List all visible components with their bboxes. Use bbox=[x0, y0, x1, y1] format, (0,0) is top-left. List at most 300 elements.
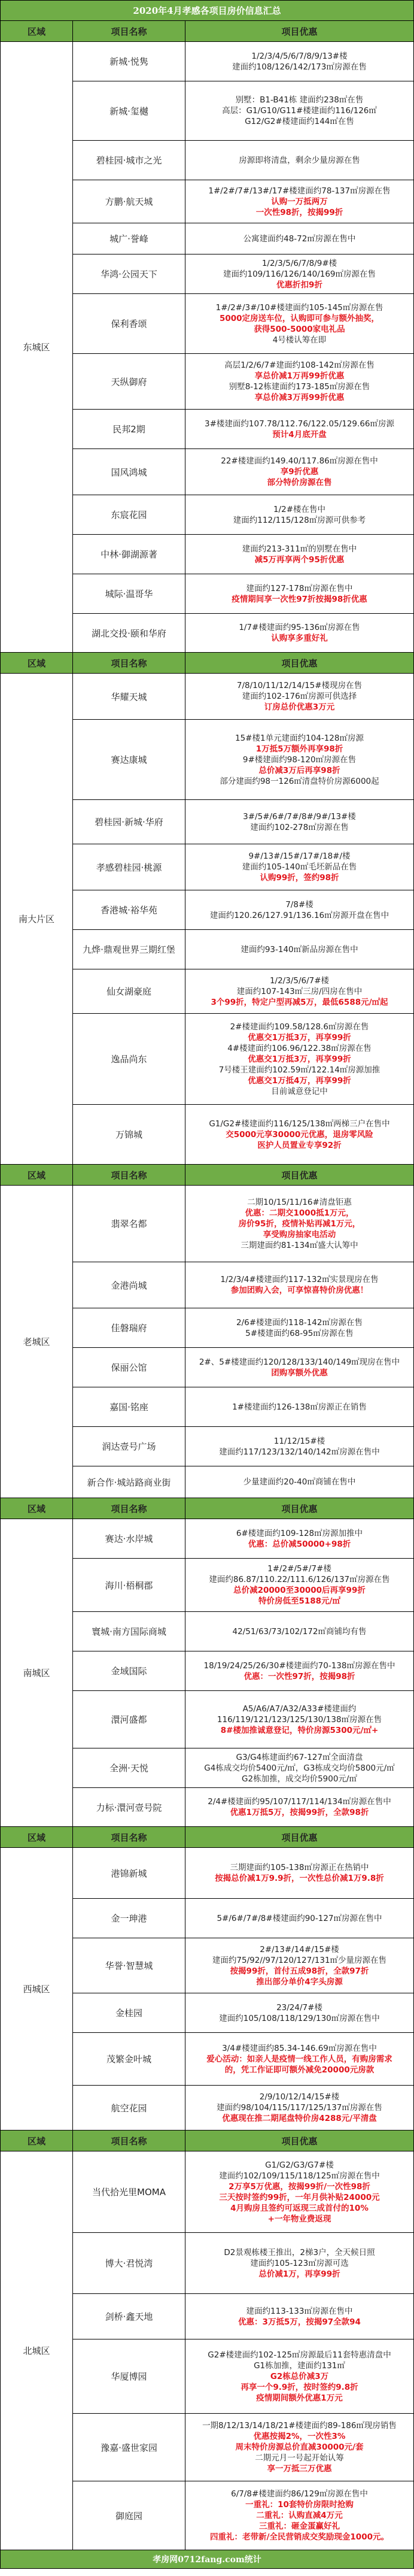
promo-line: 订房总价优惠3万元 bbox=[264, 702, 335, 712]
project-offer bbox=[185, 614, 413, 652]
table-row bbox=[73, 1014, 413, 1105]
table-title: 2020年4月孝感各项目房价信息汇总 bbox=[1, 1, 413, 21]
column-header-district: 区域 bbox=[1, 1827, 73, 1847]
table-row bbox=[73, 969, 413, 1014]
info-line: 11/12/15#楼 bbox=[273, 1436, 325, 1446]
column-header-row bbox=[1, 1498, 413, 1519]
table-row bbox=[73, 1691, 413, 1748]
info-line: 5#楼建面约68-95㎡房源在售 bbox=[245, 1328, 354, 1338]
promo-line: 优惠按揭2%，一次性3% bbox=[253, 2432, 346, 2441]
project-name: 华誉·智慧城 bbox=[73, 1938, 185, 1993]
info-line: G2栋加推，成交均价5900元/㎡ bbox=[242, 1774, 357, 1784]
project-offer bbox=[185, 1993, 413, 2032]
project-rows bbox=[73, 1186, 413, 1498]
project-offer bbox=[185, 294, 413, 353]
project-offer bbox=[185, 1519, 413, 1558]
info-line: 23/24/7#楼 bbox=[276, 2002, 322, 2013]
column-header-row bbox=[1, 1827, 413, 1848]
table-row bbox=[73, 1938, 413, 1993]
column-header-offer: 项目优惠 bbox=[281, 657, 318, 669]
info-line: 1#楼建面约126-138㎡房源正在销售 bbox=[232, 1402, 367, 1412]
info-line: 2#楼建面约109.58/128.6㎡房源在售 bbox=[230, 1022, 369, 1032]
column-header-offer: 项目优惠 bbox=[281, 26, 318, 37]
info-line: 2/6#楼建面约118-142㎡房源在售 bbox=[236, 1317, 363, 1328]
promo-line: 享一万抵三万优惠 bbox=[267, 2464, 332, 2474]
info-line: 建面约127-178㎡房源在售中 bbox=[246, 583, 353, 593]
table-row bbox=[73, 42, 413, 81]
info-line: 别墅：B1-B41栋 建面约238㎡在售 bbox=[235, 95, 364, 105]
project-name: 九烨·鼎观世界三期红堡 bbox=[73, 930, 185, 969]
info-line: 5#/6#/7#/8#楼建面约90-127㎡房源在售中 bbox=[217, 1913, 382, 1923]
info-line: 目前诚意登记中 bbox=[271, 1086, 328, 1096]
project-offer bbox=[185, 1899, 413, 1938]
info-line: 7/8#楼 bbox=[285, 899, 313, 910]
info-line: 三期建面约105-138㎡房源正在热销中 bbox=[230, 1863, 369, 1872]
column-header-project: 项目名称 bbox=[73, 1165, 185, 1185]
column-header-district: 区域 bbox=[1, 1498, 73, 1519]
promo-line: 三天按时签约99折，一年月供补贴24000元 bbox=[219, 2192, 380, 2202]
promo-line: 5000定房送车位，认购即可参与额外抽奖， bbox=[219, 313, 380, 323]
project-offer bbox=[185, 1466, 413, 1498]
table-row bbox=[73, 2033, 413, 2086]
info-line: G3/G4栋建面约67-127㎡全面清盘 bbox=[236, 1752, 363, 1762]
project-name: 佳磐瑞府 bbox=[73, 1308, 185, 1347]
project-offer bbox=[185, 1387, 413, 1426]
promo-line: 8#楼加推诚意登记，特价房源5300元/㎡+ bbox=[220, 1725, 379, 1735]
table-row bbox=[73, 1308, 413, 1348]
promo-line: 房价95折，疫情补贴再减1万元， bbox=[238, 1219, 361, 1229]
info-line: 建面约105/108/118/129/130㎡房源在售中 bbox=[219, 2013, 380, 2023]
info-line: 建面约213-311㎡的别墅在售中 bbox=[242, 544, 357, 554]
promo-line: 优惠现在推二期尾盘特价房4288元/平清盘 bbox=[222, 2114, 377, 2123]
promo-line: 3个99折，特定户型再减5万，最低6588元/㎡起 bbox=[211, 997, 388, 1007]
table-row bbox=[73, 1559, 413, 1612]
table-row bbox=[73, 141, 413, 180]
project-name: 寰城·南方国际商城 bbox=[73, 1612, 185, 1651]
promo-line: 享9折优惠 bbox=[280, 467, 319, 477]
project-name: 民邦2期 bbox=[73, 410, 185, 448]
column-header-offer: 项目优惠 bbox=[281, 1832, 318, 1843]
column-header-project: 项目名称 bbox=[73, 1827, 185, 1847]
district-cell: 老城区 bbox=[1, 1186, 73, 1498]
promo-line: 二重礼：认购直减4万元 bbox=[256, 2511, 343, 2520]
project-name: 方鹏·航天城 bbox=[73, 180, 185, 223]
column-header-district: 区域 bbox=[1, 653, 73, 673]
column-header-row bbox=[1, 2130, 413, 2151]
info-line: 1/7#楼建面约95-136㎡房源在售 bbox=[239, 623, 360, 632]
project-name: 国风鸿城 bbox=[73, 449, 185, 495]
column-header-district: 区域 bbox=[1, 1165, 73, 1185]
project-rows bbox=[73, 2151, 413, 2550]
info-line: 1/2#楼在售中 bbox=[273, 504, 326, 514]
promo-line: 按揭99折，首付五成98折，全款97折 bbox=[230, 1966, 369, 1976]
project-name: 碧桂园·新城·华府 bbox=[73, 800, 185, 844]
info-line: 建面约102-278㎡房源在售 bbox=[250, 822, 349, 832]
promo-line: 减5万再享两个95折优惠 bbox=[254, 554, 345, 565]
table-row bbox=[73, 2339, 413, 2414]
project-name: 华厦博园 bbox=[73, 2339, 185, 2413]
project-name: 城际·温哥华 bbox=[73, 574, 185, 613]
promo-line: 一次性98折，按揭99折 bbox=[255, 207, 343, 217]
promo-line: 1万抵5万额外再享98折 bbox=[255, 744, 343, 754]
project-offer bbox=[185, 141, 413, 180]
project-offer bbox=[185, 1186, 413, 1262]
project-offer bbox=[185, 844, 413, 890]
project-name: 保丽公馆 bbox=[73, 1348, 185, 1387]
table-row bbox=[73, 294, 413, 354]
project-name: 仙女湖豪庭 bbox=[73, 969, 185, 1013]
project-offer bbox=[185, 223, 413, 254]
info-line: 116/119/121/123/125/130/138㎡房源在售 bbox=[217, 1714, 382, 1725]
info-line: 建面约102-176㎡房源可供选择 bbox=[242, 692, 357, 701]
project-name: 天纵御府 bbox=[73, 354, 185, 409]
column-header-offer: 项目优惠 bbox=[281, 1169, 318, 1181]
table-row bbox=[73, 495, 413, 535]
info-line: 9#/13#/15#/17#/18#/楼 bbox=[248, 851, 351, 861]
promo-line: 享总价减1万再99折优惠 bbox=[254, 371, 345, 381]
promo-line: 三重礼：砸金蛋赢好礼 bbox=[259, 2522, 340, 2531]
table-row bbox=[73, 1387, 413, 1427]
info-line: 建面约105-123㎡房源可选 bbox=[250, 2258, 349, 2268]
table-row bbox=[73, 1105, 413, 1164]
info-line: G4栋成交均价5400元/㎡，G3栋成交均价5800元/㎡ bbox=[204, 1763, 395, 1773]
info-line: 6#楼建面约109-128㎡房源加推中 bbox=[236, 1528, 363, 1538]
column-header-offer: 项目优惠 bbox=[281, 1503, 318, 1514]
project-offer bbox=[185, 254, 413, 293]
district-cell: 西城区 bbox=[1, 1848, 73, 2130]
table-row bbox=[73, 2414, 413, 2481]
info-line: 1/2/3/4/5/6/7/8/9/13#楼 bbox=[251, 51, 348, 61]
table-row bbox=[73, 449, 413, 495]
table-row bbox=[73, 180, 413, 223]
table-body bbox=[1, 21, 413, 2550]
project-offer bbox=[185, 2033, 413, 2085]
table-row bbox=[73, 254, 413, 294]
project-name: 湖北交投·颐和华府 bbox=[73, 614, 185, 652]
info-line: 1/2/3/5/6/7/8/9#楼 bbox=[261, 258, 337, 268]
project-offer bbox=[185, 2414, 413, 2481]
info-line: 别墅8-12栋建面约173-185㎡房源在售 bbox=[229, 382, 370, 392]
info-line: 2/9/10/12/14/15#楼 bbox=[259, 2092, 340, 2102]
project-name: 东宸花园 bbox=[73, 495, 185, 534]
project-rows bbox=[73, 674, 413, 1164]
project-rows bbox=[73, 42, 413, 652]
project-offer bbox=[185, 890, 413, 929]
table-row bbox=[73, 844, 413, 890]
district-cell: 南大片区 bbox=[1, 674, 73, 1164]
promo-line: 2万享5万优惠，按揭99折/一次性98折 bbox=[229, 2181, 370, 2192]
project-offer bbox=[185, 1559, 413, 1611]
project-offer bbox=[185, 969, 413, 1013]
project-offer bbox=[185, 1691, 413, 1748]
table-row bbox=[73, 2233, 413, 2294]
info-line: 高层1/2/6/7#建面约108-142㎡房源在售 bbox=[224, 360, 375, 370]
promo-line: 优惠交1万抵3万，再享99折 bbox=[248, 1054, 351, 1064]
project-name: 华鸿·公园天下 bbox=[73, 254, 185, 293]
project-offer bbox=[185, 2233, 413, 2293]
project-offer bbox=[185, 81, 413, 140]
project-name: 力标·澴河壹号院 bbox=[73, 1788, 185, 1826]
project-offer bbox=[185, 2294, 413, 2339]
info-line: 9#楼建面约98-120㎡房源在售 bbox=[242, 754, 357, 765]
promo-line: 认购一万抵两万 bbox=[271, 196, 328, 207]
promo-line: 享总价减3万再99折优惠 bbox=[254, 393, 345, 402]
info-line: 建面约109/116/126/140/169㎡房源在售 bbox=[223, 269, 376, 279]
table-row bbox=[73, 720, 413, 800]
project-offer bbox=[185, 1651, 413, 1690]
info-line: 1/2/3/5/6/7#楼 bbox=[269, 975, 330, 986]
project-offer bbox=[185, 42, 413, 81]
info-line: D2景观栋楼王推出，2梯3户，全天候日照 bbox=[224, 2247, 375, 2257]
table-row bbox=[73, 890, 413, 930]
district-cell: 南城区 bbox=[1, 1519, 73, 1826]
promo-line: 优惠：二期交1000抵1万元， bbox=[245, 1208, 354, 1218]
project-name: 澴河盛都 bbox=[73, 1691, 185, 1748]
table-row bbox=[73, 354, 413, 410]
table-row bbox=[73, 930, 413, 969]
table-row bbox=[73, 674, 413, 720]
table-row bbox=[73, 535, 413, 574]
promo-line: 优惠交1万抵3万，再享99折 bbox=[248, 1032, 351, 1042]
district-section bbox=[1, 2151, 413, 2550]
info-line: 2/4#楼建面约95/107/117/114/134㎡房源在售中 bbox=[208, 1797, 391, 1807]
info-line: G1栋加推，建面约131㎡ bbox=[254, 2360, 345, 2371]
promo-line: 优惠折扣9折 bbox=[276, 280, 322, 290]
column-header-project: 项目名称 bbox=[73, 1498, 185, 1519]
project-name: 新城·玺樾 bbox=[73, 81, 185, 140]
info-line: 建面约113-133㎡房源在售中 bbox=[246, 2306, 353, 2316]
project-offer bbox=[185, 800, 413, 844]
info-line: 公寓建面约48-72㎡房源在售中 bbox=[243, 234, 356, 244]
promo-line: 医护人员置业专享92折 bbox=[257, 1140, 342, 1150]
project-name: 当代拾光里MOMA bbox=[73, 2151, 185, 2232]
table-row bbox=[73, 614, 413, 652]
project-rows bbox=[73, 1848, 413, 2130]
district-section bbox=[1, 1848, 413, 2130]
promo-line: 优惠：3万抵5万，按揭97全款94 bbox=[238, 2317, 361, 2327]
project-offer bbox=[185, 1308, 413, 1347]
promo-line: 优惠交1万抵4万，再享99折 bbox=[248, 1075, 351, 1086]
project-offer bbox=[185, 2151, 413, 2232]
info-line: 建面约98/104/115/117/125/137㎡房源在售 bbox=[217, 2103, 382, 2113]
info-line: 少量建面约20-40㎡商铺在售中 bbox=[243, 1477, 356, 1487]
info-line: 建面约112/115/128㎡房源可供参考 bbox=[233, 515, 366, 525]
project-offer bbox=[185, 1788, 413, 1826]
promo-line: 认购99折，签约98折 bbox=[260, 873, 339, 883]
project-name: 茂繁金叶城 bbox=[73, 2033, 185, 2085]
promo-line: 优惠1万抵5万，按揭99折，全款98折 bbox=[230, 1808, 369, 1817]
info-line: 18/19/24/25/26/30#楼建面约70-138㎡房源在售中 bbox=[203, 1660, 395, 1671]
info-line: 一期8/12/13/14/18/21#楼建面约89-186㎡现房销售 bbox=[202, 2421, 397, 2430]
project-offer bbox=[185, 1748, 413, 1787]
project-name: 金港尚城 bbox=[73, 1262, 185, 1308]
info-line: 建面约120.26/127.91/136.16㎡房源开盘在售中 bbox=[209, 910, 389, 920]
table-row bbox=[73, 1993, 413, 2033]
column-header-district: 区域 bbox=[1, 2130, 73, 2151]
project-offer bbox=[185, 180, 413, 223]
district-section bbox=[1, 1519, 413, 1827]
promo-line: 一重礼：10套特价房限时抢购 bbox=[245, 2500, 354, 2510]
project-name: 航空花园 bbox=[73, 2086, 185, 2130]
table-row bbox=[73, 2481, 413, 2550]
info-line: 房源即将清盘，剩余少量房源在售 bbox=[239, 155, 360, 165]
project-name: 全洲·天悦 bbox=[73, 1748, 185, 1787]
table-row bbox=[73, 1651, 413, 1691]
project-name: 港锦新城 bbox=[73, 1848, 185, 1898]
project-name: 新城·悦隽 bbox=[73, 42, 185, 81]
project-name: 嘉国·铭座 bbox=[73, 1387, 185, 1426]
info-line: 建面约105-140㎡毛坯新品在售 bbox=[242, 862, 357, 872]
project-name: 城广·誉峰 bbox=[73, 223, 185, 254]
project-offer bbox=[185, 354, 413, 409]
project-name: 赛达康城 bbox=[73, 720, 185, 799]
info-line: 7号楼王建面约102.59㎡/122.14㎡房源加推 bbox=[218, 1065, 380, 1075]
promo-line: 总价减20000至30000后再享99折 bbox=[233, 1586, 366, 1595]
column-header-row bbox=[1, 21, 413, 42]
info-line: 3#/5#/6#/7#/8#/9#/13#楼 bbox=[243, 811, 356, 822]
promo-line: 再享一个9.9折，按时签约9.8折 bbox=[241, 2382, 358, 2392]
table-row bbox=[73, 1466, 413, 1498]
info-line: 建面约107-143㎡三房/四房在售中 bbox=[236, 986, 363, 996]
promo-line: 周末特价房源总价直减30000元/套 bbox=[235, 2442, 364, 2452]
info-line: 二期元月一号起开始认筹 bbox=[255, 2453, 344, 2463]
promo-line: 认购享多重好礼 bbox=[271, 634, 328, 643]
project-offer bbox=[185, 1427, 413, 1466]
info-line: 2#/13#/14#/15#楼 bbox=[260, 1944, 339, 1954]
info-line: G1/G2/G3/G7#楼 bbox=[265, 2160, 334, 2170]
info-line: 6/7/8#楼建面约86/129㎡房源在售中 bbox=[231, 2489, 368, 2499]
info-line: 建面约108/126/142/173㎡房源在售 bbox=[232, 62, 367, 72]
info-line: 三期建面约81-134㎡盛大认筹中 bbox=[241, 1240, 358, 1250]
info-line: 1#/2#/5#/7#楼 bbox=[267, 1564, 331, 1574]
info-line: 建面约117/123/132/140/142㎡房源在售中 bbox=[219, 1447, 380, 1457]
project-name: 润达壹号广场 bbox=[73, 1427, 185, 1466]
district-cell: 东城区 bbox=[1, 42, 73, 652]
project-name: 翡翠名都 bbox=[73, 1186, 185, 1262]
table-row bbox=[73, 1262, 413, 1308]
promo-line: 预计4月底开盘 bbox=[272, 429, 327, 440]
project-name: 保利香颂 bbox=[73, 294, 185, 353]
info-line: A5/A6/A7/A32/A33#楼建面约 bbox=[242, 1704, 357, 1714]
column-header-project: 项目名称 bbox=[73, 653, 185, 673]
table-row bbox=[73, 800, 413, 844]
table-row bbox=[73, 1519, 413, 1559]
table-row bbox=[73, 1427, 413, 1466]
promo-line: 推出部分单价4字头房源 bbox=[256, 1977, 343, 1987]
district-section bbox=[1, 674, 413, 1165]
project-name: 逸品尚东 bbox=[73, 1014, 185, 1104]
info-line: 3/4#楼建面约85.34-146.69㎡房源在售中 bbox=[222, 2043, 377, 2053]
district-section bbox=[1, 1186, 413, 1498]
promo-line: 部分特价房源在售 bbox=[267, 478, 332, 487]
info-line: G1/G2#楼建面约116/125/138㎡两梯三户在售中 bbox=[209, 1119, 390, 1129]
column-header-district: 区域 bbox=[1, 21, 73, 41]
project-name: 赛达·水岸城 bbox=[73, 1519, 185, 1558]
promo-line: 优惠：总价减50000+98折 bbox=[248, 1539, 351, 1549]
promo-line: 享受购房抽家电活动 bbox=[263, 1229, 336, 1239]
info-line: 1#/2#/7#/13#/17#楼建面约78-137㎡房源在售 bbox=[208, 186, 391, 196]
info-line: 部分建面约98一126㎡清盘特价房源6000起 bbox=[220, 776, 379, 786]
project-name: 金域国际 bbox=[73, 1651, 185, 1690]
info-line: 二期10/15/11/16#清盘钜惠 bbox=[247, 1197, 352, 1207]
project-name: 万锦城 bbox=[73, 1105, 185, 1164]
project-offer bbox=[185, 495, 413, 534]
promo-line: 优惠：一次性97折，按揭98折 bbox=[243, 1671, 355, 1681]
district-cell: 北城区 bbox=[1, 2151, 73, 2550]
promo-line: 4月购房且签约可返现三成首付的10% bbox=[230, 2203, 369, 2213]
promo-line: 特价房低至5188元/㎡ bbox=[258, 1596, 340, 1606]
info-line: 3#楼建面约107.78/112.76/122.05/129.66㎡房源 bbox=[205, 419, 394, 429]
table-footer: 孝房网0712fang.com统计 bbox=[1, 2550, 413, 2568]
info-line: 高层：G1/G10/G11#楼建面约116/126㎡ bbox=[222, 106, 377, 116]
info-line: 建面约86.87/110.22/111.6/126/137㎡房源在售 bbox=[209, 1575, 390, 1584]
info-line: 1/2/3/4#楼建面约117-132㎡实景现房在售 bbox=[220, 1275, 379, 1284]
table-row bbox=[73, 2151, 413, 2233]
project-offer bbox=[185, 1105, 413, 1164]
project-offer bbox=[185, 1262, 413, 1308]
project-offer bbox=[185, 449, 413, 495]
info-line: 建面约102/109/115/118/125㎡房源在售中 bbox=[219, 2171, 380, 2181]
promo-line: 总价减3万后再享98折 bbox=[258, 765, 340, 775]
info-line: 7/8/10/11/12/14/15#楼现房在售 bbox=[236, 681, 363, 690]
table-row bbox=[73, 1848, 413, 1899]
info-line: 15#楼1单元建面约104-128㎡房源 bbox=[235, 733, 364, 743]
info-line: G12/G2#楼建面约144㎡在售 bbox=[245, 117, 354, 126]
info-line: 1#/2#/3#/10#楼建面约105-145㎡房源在售 bbox=[215, 302, 383, 313]
promo-line: 疫情期间享一次性97折按揭98折优惠 bbox=[232, 594, 367, 604]
project-offer bbox=[185, 2339, 413, 2413]
project-name: 剑桥·鑫天地 bbox=[73, 2294, 185, 2339]
table-row bbox=[73, 1899, 413, 1938]
project-name: 香港城·裕华苑 bbox=[73, 890, 185, 929]
column-header-project: 项目名称 bbox=[73, 2130, 185, 2151]
district-section bbox=[1, 42, 413, 653]
table-row bbox=[73, 1748, 413, 1788]
info-line: G2#楼建面约102-125㎡房源最后11套特惠清盘中 bbox=[208, 2350, 391, 2360]
project-offer bbox=[185, 535, 413, 574]
table-row bbox=[73, 1348, 413, 1387]
project-name: 金桂园 bbox=[73, 1993, 185, 2032]
promo-line: 参加团购入会，可享惊喜特价房优惠！ bbox=[230, 1286, 369, 1295]
table-row bbox=[73, 81, 413, 141]
promo-line: 的，凭工作证即可额外减免20000元房款 bbox=[224, 2065, 375, 2075]
promo-line: 疫情期间额外优惠1万元 bbox=[256, 2393, 343, 2403]
column-header-offer: 项目优惠 bbox=[281, 2135, 318, 2147]
project-offer bbox=[185, 1848, 413, 1898]
project-name: 新合作·城站路商业街 bbox=[73, 1466, 185, 1498]
project-name: 海川·梧桐郡 bbox=[73, 1559, 185, 1611]
info-line: 建面约93-140㎡新品房源在售中 bbox=[241, 944, 358, 954]
table-row bbox=[73, 2294, 413, 2339]
info-line: 2#、5#楼建面约120/128/133/140/149㎡现房在售中 bbox=[199, 1357, 400, 1367]
project-offer bbox=[185, 2086, 413, 2130]
table-row bbox=[73, 410, 413, 449]
project-offer bbox=[185, 574, 413, 613]
promo-line: 爱心活动：如亲人是疫情一线工作人员，有购房需求 bbox=[206, 2054, 392, 2064]
project-name: 御庭园 bbox=[73, 2481, 185, 2550]
project-name: 金一珅港 bbox=[73, 1899, 185, 1938]
table-row bbox=[73, 1788, 413, 1826]
project-name: 中林·御湖源著 bbox=[73, 535, 185, 574]
project-name: 碧桂园·城市之光 bbox=[73, 141, 185, 180]
info-line: 42/51/63/73/102/172㎡商铺均有售 bbox=[232, 1626, 367, 1636]
column-header-project: 项目名称 bbox=[73, 21, 185, 41]
table-row bbox=[73, 2086, 413, 2130]
table-row bbox=[73, 1186, 413, 1262]
project-offer bbox=[185, 410, 413, 448]
project-offer bbox=[185, 1612, 413, 1651]
info-line: 22#楼建面约149.40/117.86㎡房源在售中 bbox=[221, 456, 378, 466]
